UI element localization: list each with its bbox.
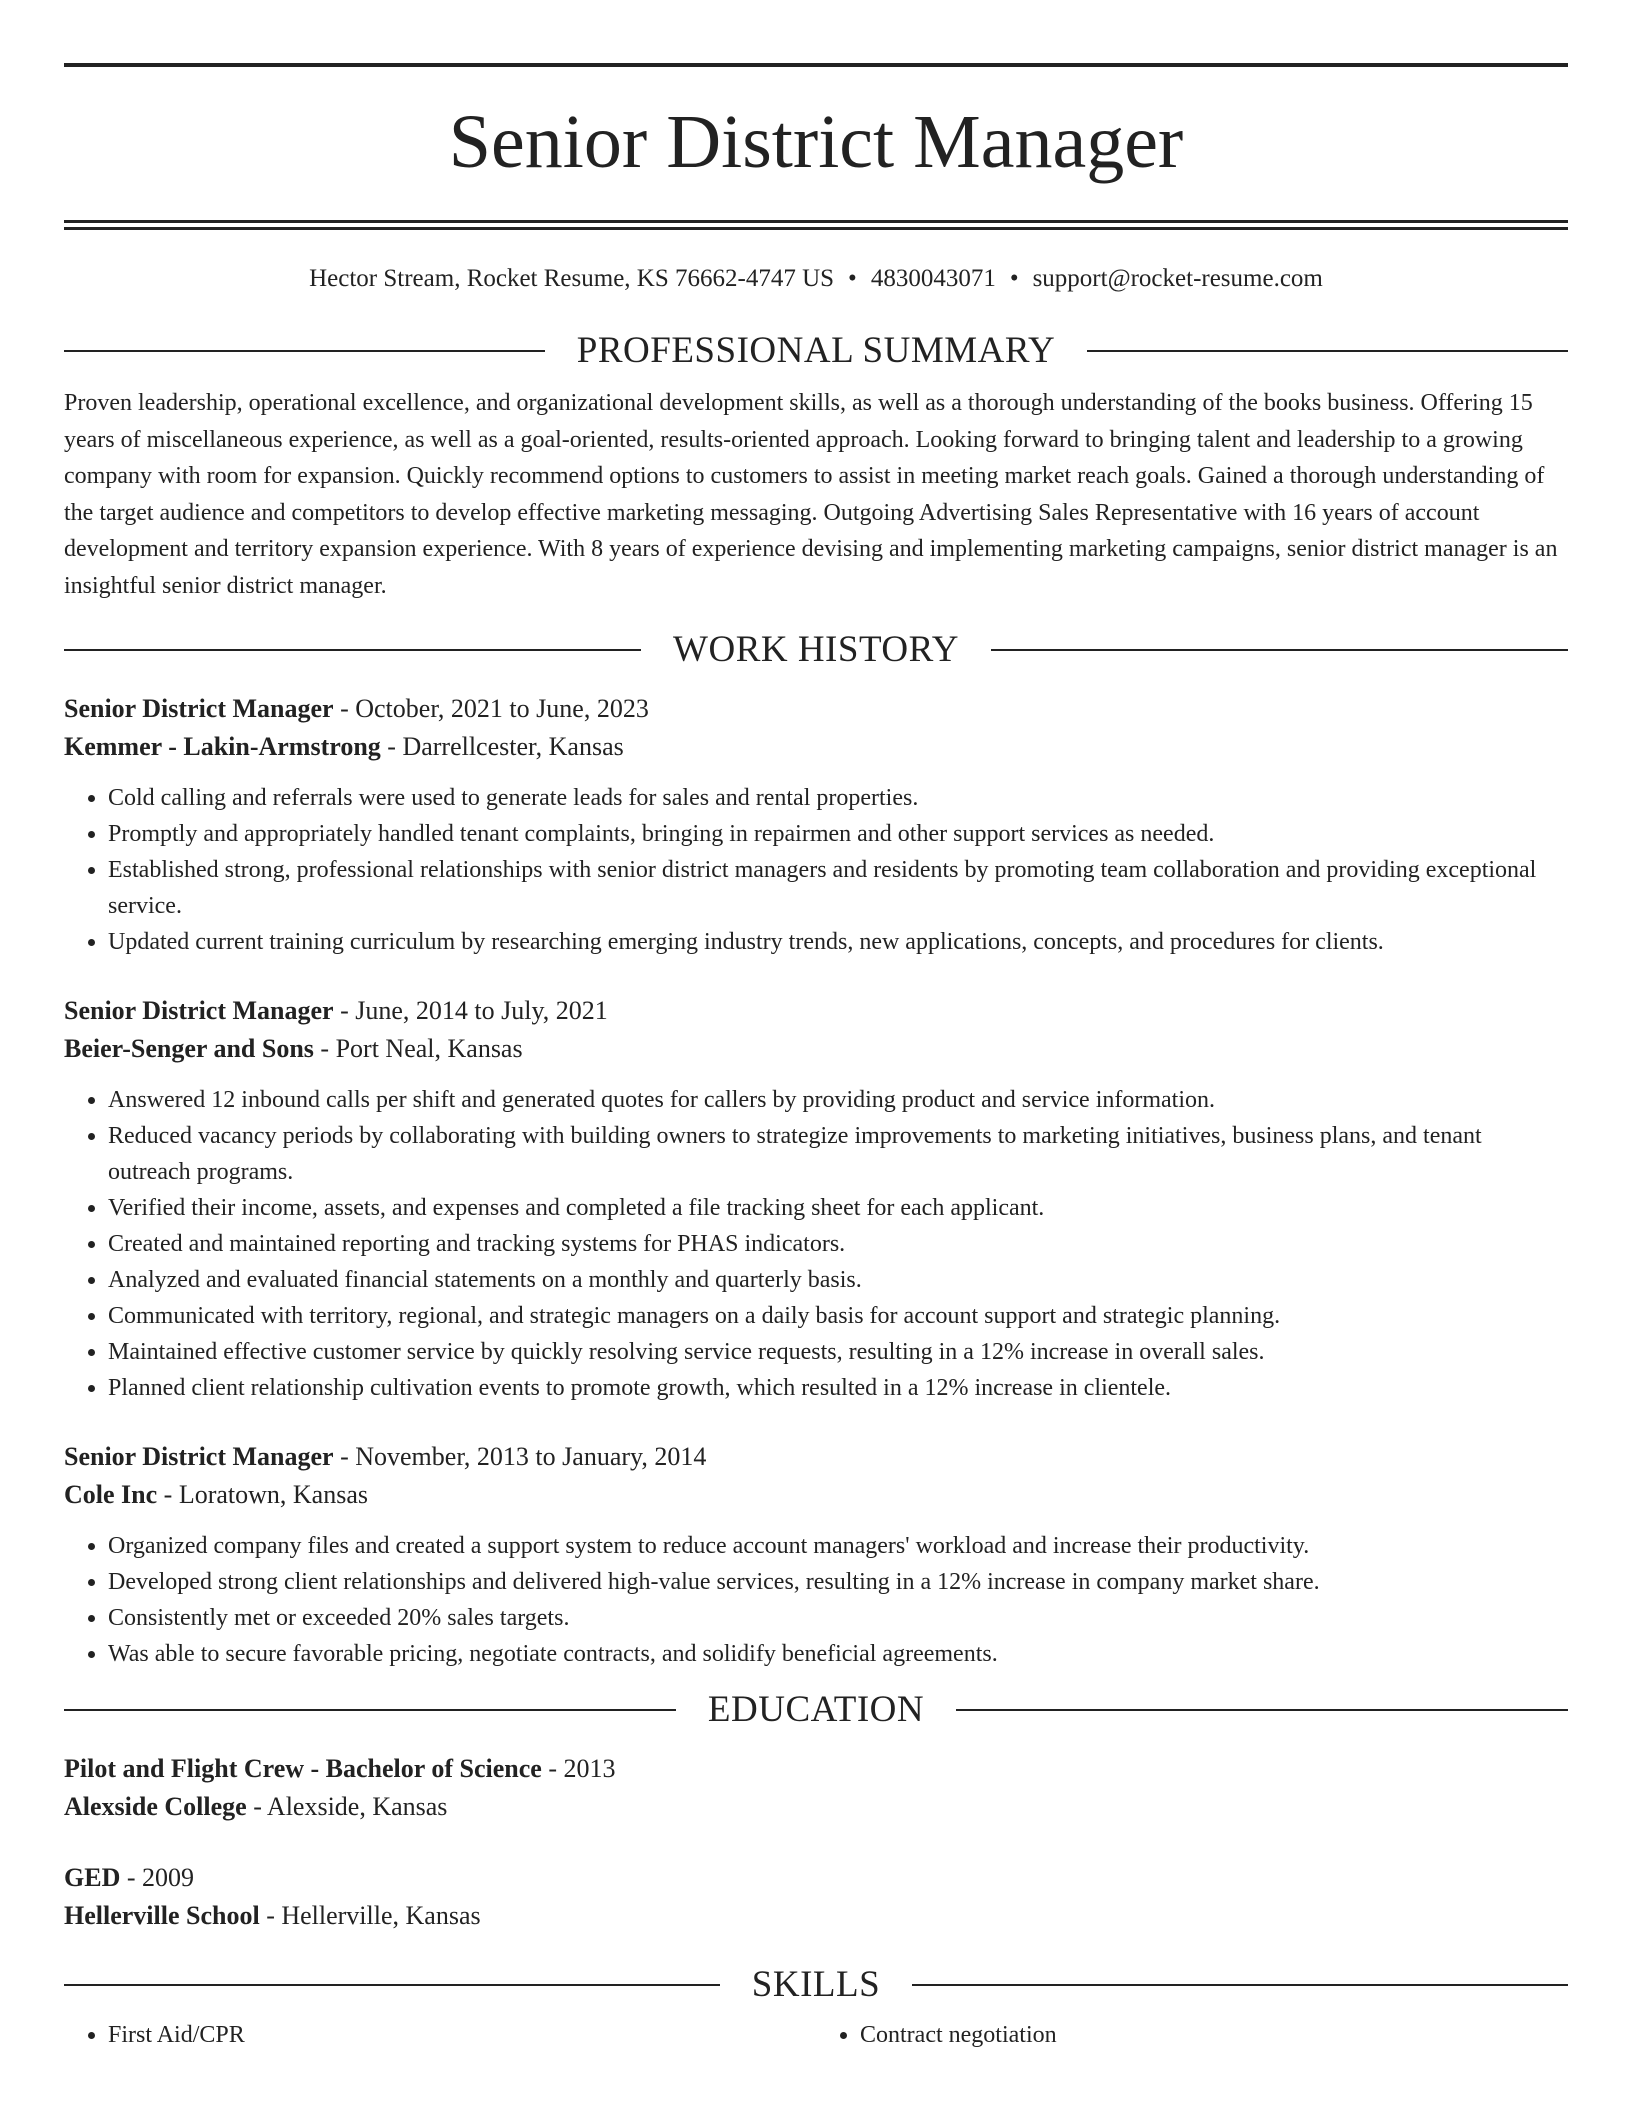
skill-item: • First Aid/CPR xyxy=(108,2017,816,2053)
job-location: - Loratown, Kansas xyxy=(157,1480,369,1509)
job-entry xyxy=(64,992,1568,1406)
job-company-line xyxy=(64,1030,1568,1068)
job-role: Senior District Manager xyxy=(64,1442,334,1471)
divider-line xyxy=(64,1984,720,1986)
title-double-rule xyxy=(64,220,1568,230)
divider-line xyxy=(64,1709,676,1711)
skills-columns xyxy=(64,2017,1568,2053)
list-item: • Organized company files and created a support system to reduce account managers' workload and increase their productivity. xyxy=(108,1528,1568,1564)
education-location: - Hellerville, Kansas xyxy=(259,1901,481,1930)
contact-separator: • xyxy=(848,265,857,292)
list-item: • Was able to secure favorable pricing, negotiate contracts, and solidify beneficial agreements. xyxy=(108,1636,1568,1672)
job-role: Senior District Manager xyxy=(64,996,334,1025)
education-degree: Pilot and Flight Crew - Bachelor of Science xyxy=(64,1754,542,1783)
resume-title: Senior District Manager xyxy=(448,100,1184,184)
list-item: • Cold calling and referrals were used to generate leads for sales and rental properties. xyxy=(108,780,1568,816)
list-item: • Updated current training curriculum by researching emerging industry trends, new applications, concepts, and procedures for clients. xyxy=(108,924,1568,960)
job-company-line xyxy=(64,728,1568,766)
job-title-line xyxy=(64,992,1568,1030)
education-entry xyxy=(64,1750,1568,1826)
list-item: • Reduced vacancy periods by collaborating with building owners to strategize improvements to marketing initiatives, business plans, and tenant outreach programs. xyxy=(108,1118,1568,1190)
job-role: Senior District Manager xyxy=(64,694,334,723)
list-item: • Established strong, professional relationships with senior district managers and residents by promoting team collaboration and providing exceptional service. xyxy=(108,852,1568,924)
skills-list-right xyxy=(816,2017,1568,2053)
list-item: • Analyzed and evaluated financial statements on a monthly and quarterly basis. xyxy=(108,1262,1568,1298)
job-title-line xyxy=(64,1438,1568,1476)
contact-email: support@rocket-resume.com xyxy=(1032,265,1323,292)
job-bullets xyxy=(64,1528,1568,1672)
divider-line xyxy=(912,1984,1568,1986)
education-school: Hellerville School xyxy=(64,1901,260,1930)
section-heading-skills xyxy=(64,1963,1568,2007)
job-company: Kemmer - Lakin-Armstrong xyxy=(64,732,381,761)
job-location: - Darrellcester, Kansas xyxy=(380,732,624,761)
job-title-line xyxy=(64,690,1568,728)
education-degree-line xyxy=(64,1750,1568,1788)
education-year: - 2013 xyxy=(541,1754,616,1783)
education-school-line xyxy=(64,1897,1568,1935)
section-title: SKILLS xyxy=(751,1964,881,2005)
divider-line xyxy=(991,649,1568,651)
contact-line xyxy=(64,263,1568,295)
job-dates: - October, 2021 to June, 2023 xyxy=(333,694,649,723)
list-item: • Maintained effective customer service by quickly resolving service requests, resulting in a 12% increase in overall sales. xyxy=(108,1334,1568,1370)
job-dates: - June, 2014 to July, 2021 xyxy=(333,996,608,1025)
education-school-line xyxy=(64,1788,1568,1826)
contact-address: Hector Stream, Rocket Resume, KS 76662-4747 US xyxy=(309,265,835,292)
education-year: - 2009 xyxy=(120,1863,195,1892)
job-bullets xyxy=(64,1082,1568,1406)
section-heading-work xyxy=(64,628,1568,672)
job-company-line xyxy=(64,1476,1568,1514)
job-location: - Port Neal, Kansas xyxy=(313,1034,523,1063)
list-item: • Planned client relationship cultivation events to promote growth, which resulted in a 12% increase in clientele. xyxy=(108,1370,1568,1406)
divider-line xyxy=(64,350,545,352)
education-degree-line xyxy=(64,1859,1568,1897)
list-item: • Developed strong client relationships and delivered high-value services, resulting in a 12% increase in company market share. xyxy=(108,1564,1568,1600)
job-entry xyxy=(64,690,1568,960)
list-item: • Verified their income, assets, and expenses and completed a file tracking sheet for each applicant. xyxy=(108,1190,1568,1226)
divider-line xyxy=(956,1709,1568,1711)
education-location: - Alexside, Kansas xyxy=(246,1792,448,1821)
job-company: Cole Inc xyxy=(64,1480,158,1509)
education-school: Alexside College xyxy=(64,1792,247,1821)
job-bullets xyxy=(64,780,1568,960)
top-rule xyxy=(64,63,1568,67)
contact-separator: • xyxy=(1009,265,1019,292)
skill-item: • Contract negotiation xyxy=(860,2017,1568,2053)
job-company: Beier-Senger and Sons xyxy=(64,1034,314,1063)
list-item: • Communicated with territory, regional, and strategic managers on a daily basis for account support and strategic planning. xyxy=(108,1298,1568,1334)
skills-list-left xyxy=(64,2017,816,2053)
list-item: • Promptly and appropriately handled tenant complaints, bringing in repairmen and other support services as needed. xyxy=(108,816,1568,852)
section-title: PROFESSIONAL SUMMARY xyxy=(576,330,1056,371)
contact-phone: 4830043071 xyxy=(870,265,996,292)
education-entry xyxy=(64,1859,1568,1935)
section-title: EDUCATION xyxy=(707,1689,925,1730)
list-item: • Created and maintained reporting and tracking systems for PHAS indicators. xyxy=(108,1226,1568,1262)
section-title: WORK HISTORY xyxy=(673,629,959,670)
section-heading-education xyxy=(64,1688,1568,1732)
job-entry xyxy=(64,1438,1568,1672)
section-heading-summary xyxy=(64,329,1568,373)
summary-text: Proven leadership, operational excellence, and organizational development skills, as well as a thorough understanding of the books business. Offering 15 years of miscellaneous experience, as well as a goal-oriented, results-oriented approach. Looking forward to bringing talent and leadership to a growing company with room for expansion. Quickly recommend options to customers to assist in meeting market reach goals. Gained a thorough understanding of the target audience and competitors to develop effective marketing messaging. Outgoing Advertising Sales Representative with 16 years of account development and territory expansion experience. With 8 years of experience devising and implementing marketing campaigns, senior district manager is an insightful senior district manager. xyxy=(64,390,1558,599)
divider-line xyxy=(64,649,641,651)
list-item: • Answered 12 inbound calls per shift and generated quotes for callers by providing product and service information. xyxy=(108,1082,1568,1118)
divider-line xyxy=(1087,350,1568,352)
job-dates: - November, 2013 to January, 2014 xyxy=(333,1442,707,1471)
list-item: • Consistently met or exceeded 20% sales targets. xyxy=(108,1600,1568,1636)
resume-content xyxy=(64,0,1568,2053)
education-degree: GED xyxy=(64,1863,121,1892)
